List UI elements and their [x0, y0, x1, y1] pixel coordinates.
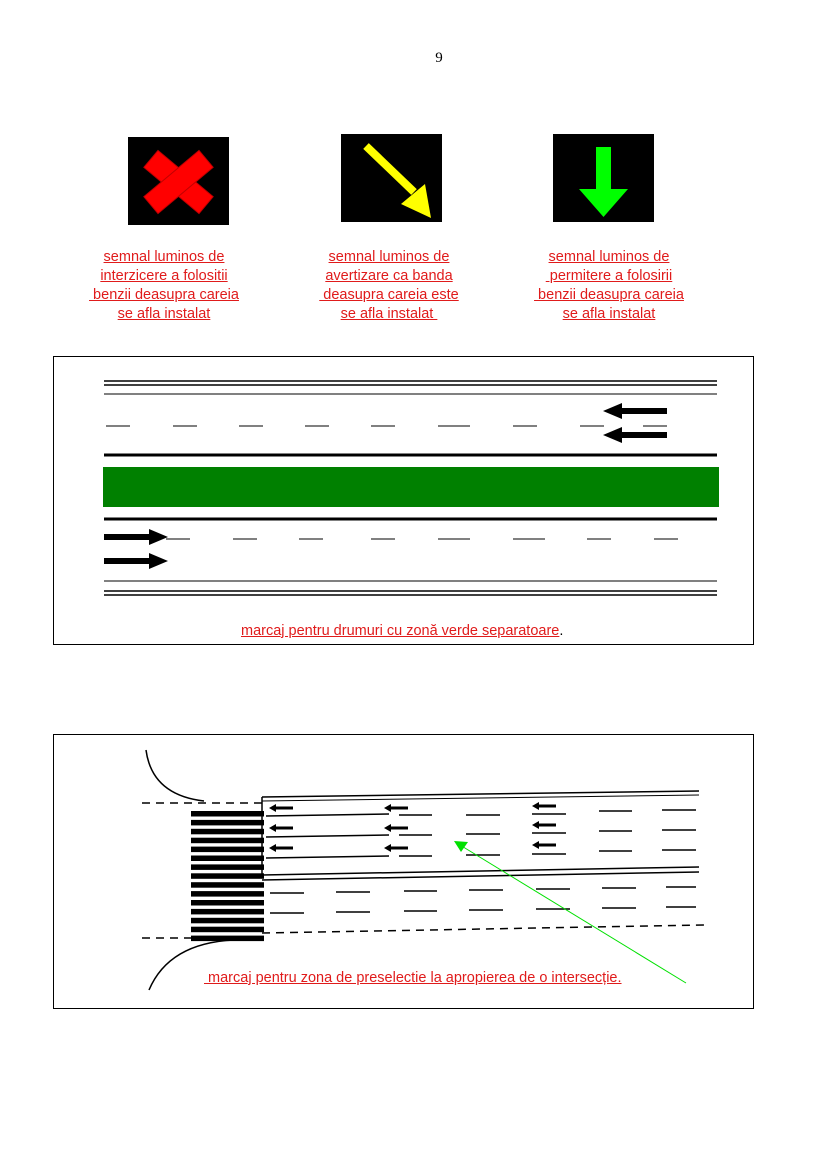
lane-arrow-icon — [384, 824, 408, 832]
zebra-stripe — [191, 811, 264, 817]
lane-arrows — [269, 802, 556, 852]
page-number: 9 — [435, 50, 443, 66]
zebra-stripe — [191, 829, 264, 835]
green-median-road-diagram — [54, 357, 753, 644]
zebra-stripe — [191, 936, 264, 942]
lane-arrow-icon — [532, 821, 556, 829]
preselection-zone-diagram — [54, 735, 753, 1008]
preselection-zone-figure — [53, 734, 754, 1009]
red-x-signal-caption: semnal luminos de interzicere a folositii benzii deasupra careia se afla instalat — [93, 249, 239, 322]
zebra-stripe — [191, 909, 264, 915]
green-down-arrow-icon — [553, 134, 654, 222]
zebra-stripe — [191, 891, 264, 897]
right-arrow-icon — [104, 529, 168, 545]
lane-arrow-icon — [384, 804, 408, 812]
zebra-stripe — [191, 864, 264, 870]
lane-arrow-icon — [532, 802, 556, 810]
zebra-stripe — [191, 900, 264, 906]
green-median-caption — [241, 623, 563, 639]
lane-arrow-icon — [532, 841, 556, 849]
red-x-icon — [128, 137, 229, 225]
zebra-stripe — [191, 918, 264, 924]
zebra-stripe — [191, 838, 264, 844]
left-arrow-icon — [603, 427, 667, 443]
zebra-stripe — [191, 847, 264, 853]
yellow-arrow-signal-panel — [341, 134, 442, 222]
yellow-diagonal-arrow-icon — [341, 134, 442, 222]
zebra-stripe — [191, 856, 264, 862]
zebra-stripe — [191, 882, 264, 888]
left-arrow-icon — [603, 403, 667, 419]
preselection-caption-text: marcaj pentru zona de preselectie la apropierea de o intersecție. — [204, 970, 622, 986]
green-median-road-figure — [53, 356, 754, 645]
red-x-signal-panel — [128, 137, 229, 225]
zebra-stripe — [191, 873, 264, 879]
preselection-caption — [204, 970, 622, 986]
green-median-caption-text: marcaj pentru drumuri cu zonă verde separatoare — [241, 623, 560, 639]
zebra-crossing — [191, 811, 264, 941]
yellow-arrow-signal-caption: semnal luminos de avertizare ca banda deasupra careia este se afla instalat — [323, 249, 459, 322]
lane-arrow-icon — [384, 844, 408, 852]
zebra-stripe — [191, 820, 264, 826]
lane-arrow-icon — [269, 804, 293, 812]
green-arrow-signal-caption: semnal luminos de permitere a folosirii benzii deasupra careia se afla instalat — [538, 249, 684, 322]
lane-arrow-icon — [269, 844, 293, 852]
green-median-caption-period: . — [559, 623, 564, 639]
right-arrow-icon — [104, 553, 168, 569]
lane-arrow-icon — [269, 824, 293, 832]
zebra-stripe — [191, 927, 264, 933]
green-arrow-signal-panel — [553, 134, 654, 222]
